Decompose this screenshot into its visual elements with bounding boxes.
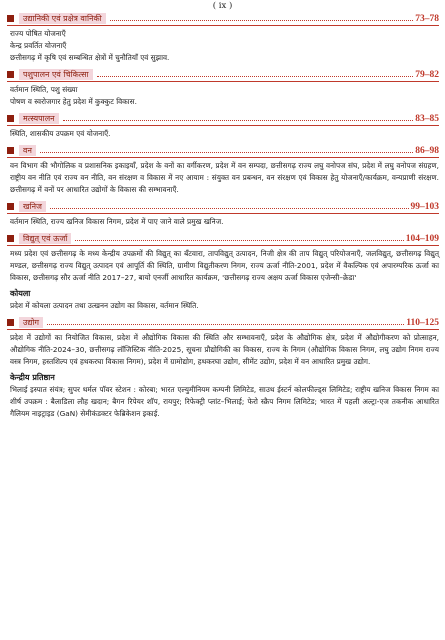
section-header[interactable] [7,12,439,25]
subheading: कोयला [10,289,31,298]
toc-section-animal-husbandry [7,68,439,108]
topic-line: वर्तमान स्थिति, राज्य खनिज विकास निगम, प्रदेश में पाए जाने वाले प्रमुख खनिज. [10,217,224,226]
section-title: उद्योग [19,317,43,328]
toc-section-industry [7,316,439,420]
dotted-leader [40,152,413,153]
section-title: मत्स्यपालन [19,113,59,124]
divider [7,125,439,126]
dotted-leader [50,208,409,209]
section-title: विद्युत् एवं ऊर्जा [19,233,71,244]
square-bullet-icon [7,15,14,22]
section-title: वन [19,145,36,156]
divider [7,81,439,82]
square-bullet-icon [7,147,14,154]
square-bullet-icon [7,71,14,78]
divider [7,213,439,214]
topic-line: छत्तीसगढ़ में कृषि एवं सम्बन्धित क्षेत्रों में चुनौतियाँ एवं सुझाव. [10,53,170,62]
section-header[interactable] [7,68,439,81]
toc-section-power-energy [7,232,439,312]
section-header[interactable] [7,232,439,245]
toc-section-fisheries [7,112,439,140]
divider [7,157,439,158]
topic-line: प्रदेश में कोयला उत्पादन तथा उत्खनन उद्योग का विकास, वर्तमान स्थिति. [10,301,199,310]
section-title: उद्यानिकी एवं प्रक्षेत्र वानिकी [19,13,106,24]
square-bullet-icon [7,235,14,242]
square-bullet-icon [7,319,14,326]
topic-line: पोषण व स्वरोजगार हेतु प्रदेश में कुक्कुट विकास. [10,97,137,106]
page-range: 83–85 [415,113,439,124]
section-header[interactable] [7,200,439,213]
toc-section-minerals [7,200,439,228]
section-header[interactable] [7,316,439,329]
page-range: 104–109 [405,233,439,244]
topic-paragraph: वन विभाग की भौगोलिक व प्रशासनिक इकाइयाँ, प्रदेश के वनों का वर्गीकरण, प्रदेश में वन सम्पदा, छत्तीसगढ़ राज्य लघु वनोपज संघ, प्रदेश में लघु वनोपज संग्रहण, राष्ट्रीय वन नीति एवं राज्य वन नीति, वन संरक्षण व विकास में नए आयाम : संयुक्त वन प्रबन्धन, वन संरक्षण एवं विकास हेतु योजनाएँ/कार्यक्रम, वन्यप्राणी संरक्षण. छत्तीसगढ़ में वनों पर आधारित उद्योगों के विकास की सम्भावनाएँ. [10,161,439,194]
dotted-leader [47,324,404,325]
section-header[interactable] [7,144,439,157]
subheading: केन्द्रीय प्रतिष्ठान [10,373,55,382]
topic-line: केन्द्र प्रवर्तित योजनाएँ [10,41,67,50]
section-title: पशुपालन एवं चिकित्सा [19,69,93,80]
topic-paragraph: भिलाई इस्पात संयंत्र; सुपर थर्मल पॉवर स्टेशन : कोरबा; भारत एल्युमीनियम कम्पनी लिमिटेड, साउथ ईस्टर्न कोलफील्ड्स लिमिटेड; राष्ट्रीय खनिज विकास निगम का शीर्ष उपक्रम : बैलाडिला लौह खदान; बैगन रिपेयर शॉप, रायपुर; रिफेक्ट्री प्लांट–भिलाई; फेरो स्क्रैप निगम लिमिटेड; भारत में पहली अल्ट्रा-एज तकनीक आधारित गैलियम नाइट्राइड (GaN) सेमीकंडक्टर फेब्रिकेशन इकाई. [10,385,439,418]
divider [7,329,439,330]
topic-paragraph: प्रदेश में उद्योगों का नियोजित विकास, प्रदेश में औद्योगिक विकास की स्थिति और सम्भावनाएँ, प्रदेश के औद्योगिक क्षेत्र, प्रदेश में औद्योगीकरण को प्रोत्साहन, औद्योगिक नीति-2024–30, छत्तीसगढ़ लॉजिस्टिक नीति-2025, सूचना प्रौद्योगिकी का विकास, राज्य के निगम (औद्योगिक विकास निगम, लघु उद्योग निगम राज्य वस्त्र निगम, हस्तशिल्प एवं हथकरघा विकास निगम), प्रदेश में ग्रामोद्योग, हथकरघा उद्योग, सीमेंट उद्योग, प्रदेश में वन आधारित प्रमुख उद्योग. [10,333,439,366]
dotted-leader [97,76,414,77]
section-title: खनिज [19,201,46,212]
dotted-leader [110,20,414,21]
square-bullet-icon [7,203,14,210]
page-range: 73–78 [415,13,439,24]
topic-line: वर्तमान स्थिति, पशु संख्या [10,85,78,94]
page-range: 79–82 [415,69,439,80]
divider [7,245,439,246]
page-range: 99–103 [410,201,439,212]
divider [7,25,439,26]
page-range: 86–98 [415,145,439,156]
dotted-leader [75,240,403,241]
toc-section-forest [7,144,439,196]
section-header[interactable] [7,112,439,125]
square-bullet-icon [7,115,14,122]
toc-section-horticulture [7,12,439,64]
topic-line: राज्य पोषित योजनाएँ [10,29,66,38]
dotted-leader [63,120,414,121]
topic-line: स्थिति, शासकीय उपक्रम एवं योजनाएँ. [10,129,111,138]
page-number: ( ix ) [212,1,233,11]
page-range: 110–125 [406,317,439,328]
topic-paragraph: मध्य प्रदेश एवं छत्तीसगढ़ के मध्य केन्द्रीय उपक्रमों की विद्युत् का बँटवारा, तापविद्युत् उत्पादन, निजी क्षेत्र की ताप विद्युत् परियोजनाएँ, जलविद्युत्, छत्तीसगढ़ विद्युत् मण्डल, छत्तीसगढ़ राज्य विद्युत् उत्पादन एवं आपूर्ति की स्थिति, ग्रामीण विद्युतीकरण निगम, राज्य ऊर्जा नीति-2001, प्रदेश में वैकल्पिक एवं अपारम्परिक ऊर्जा का विकास, छत्तीसगढ़ सौर ऊर्जा नीति 2017–27, बायो एनर्जी आधारित कार्यक्रम, 'छत्तीसगढ़ राज्य अक्षय ऊर्जा विकास एजेन्सी–क्रेडा' [10,249,439,282]
table-of-contents [7,12,439,424]
